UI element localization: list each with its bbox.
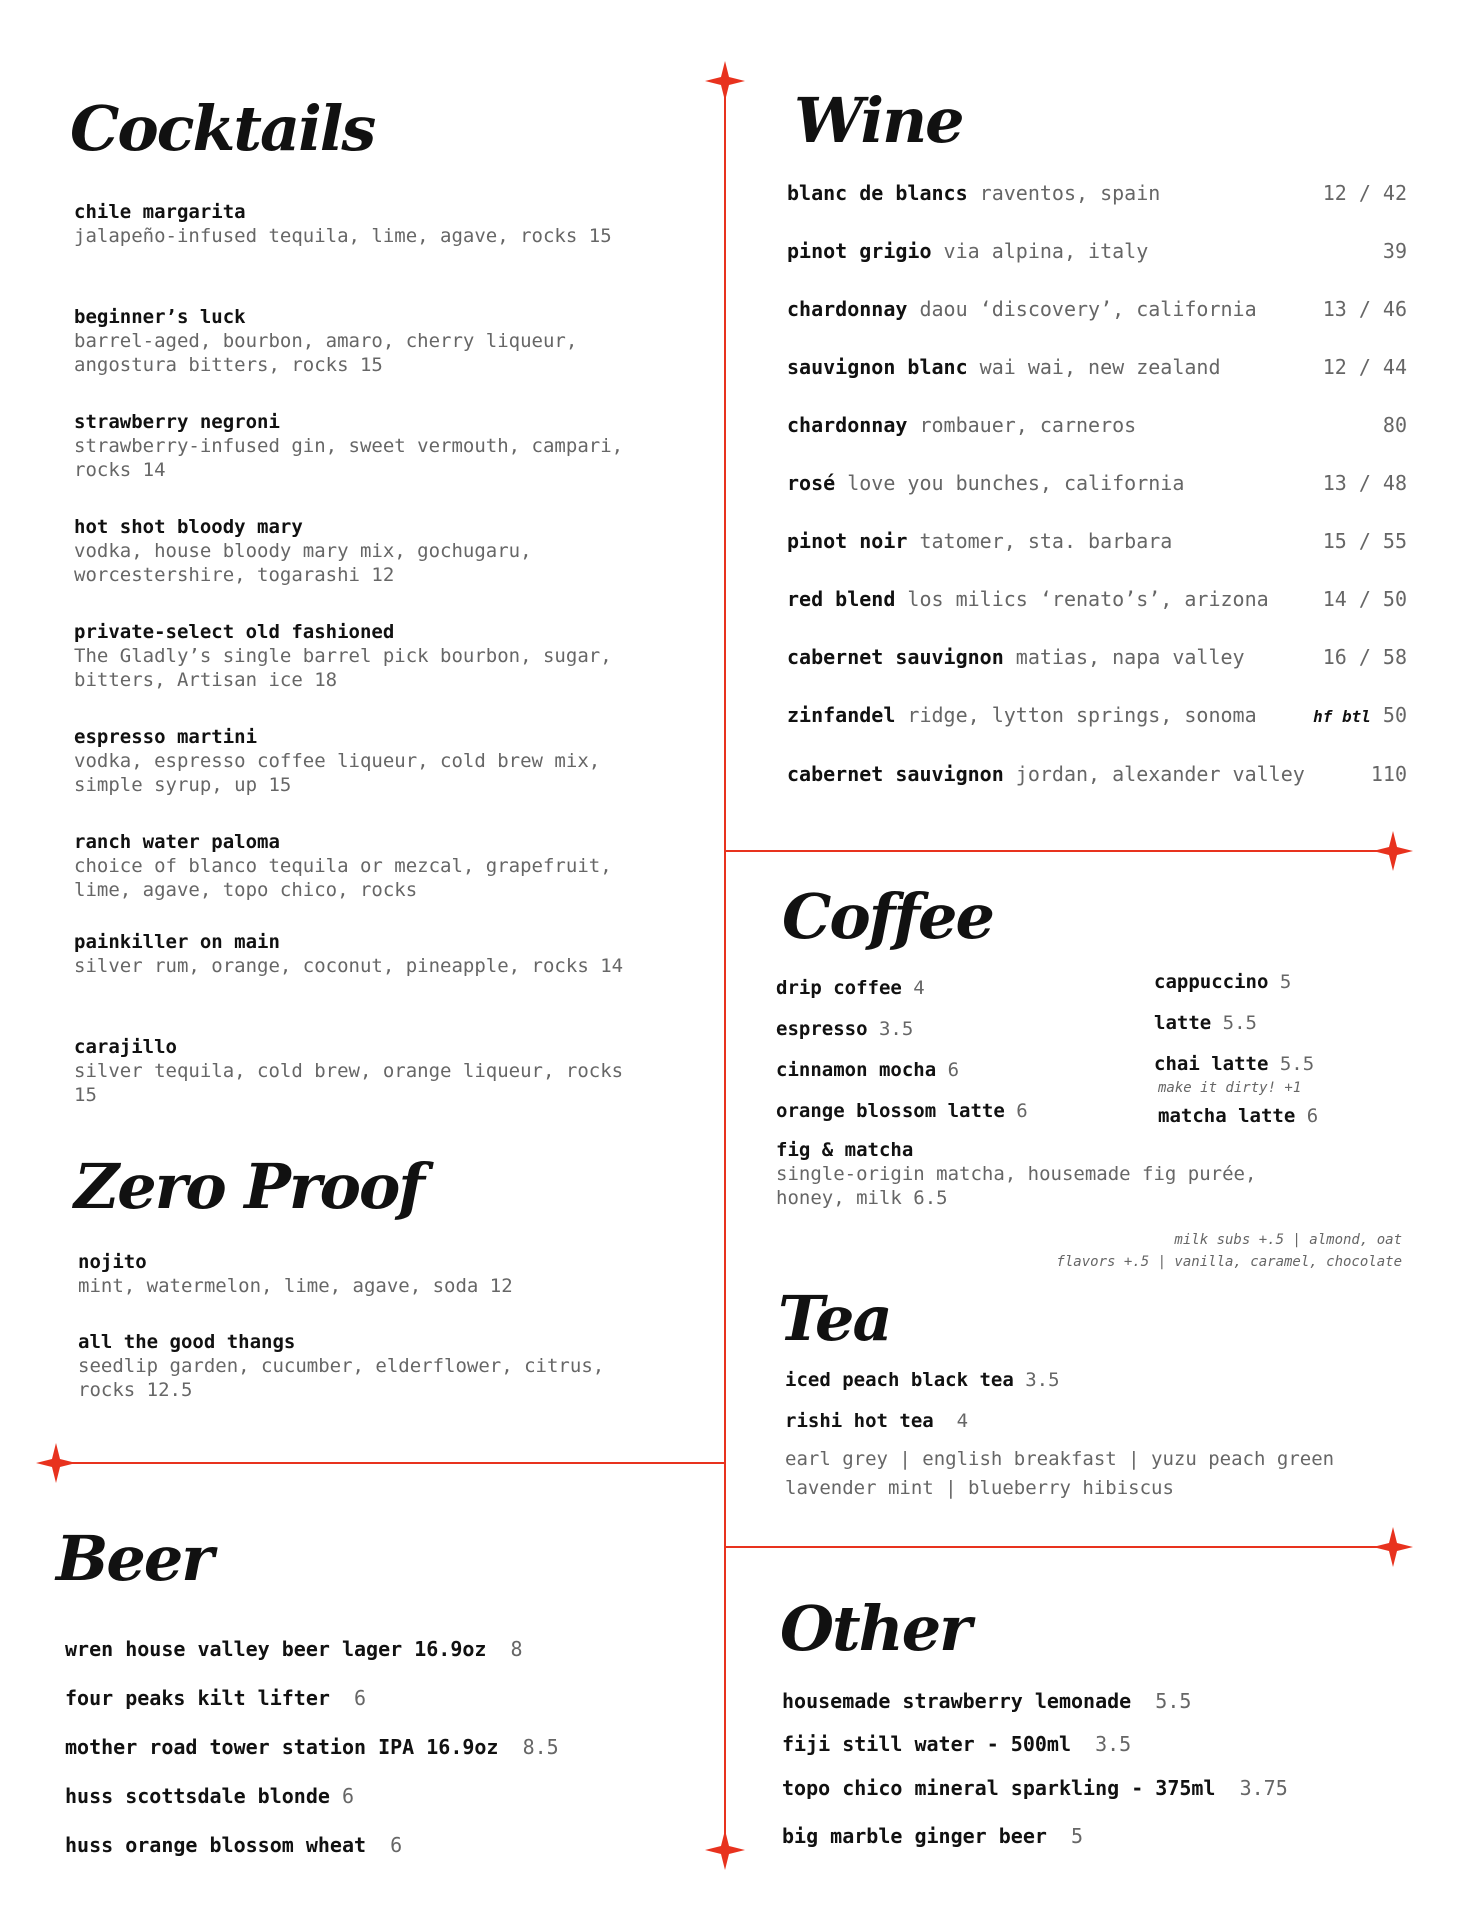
item-price: 6 <box>390 1833 403 1857</box>
item-price: 4 <box>956 1410 969 1432</box>
milk-subs-note: milk subs +.5 | almond, oat <box>1174 1232 1402 1248</box>
item-price: 5 <box>1071 1824 1084 1848</box>
section-title-beer: Beer <box>56 1522 212 1595</box>
item-name: pinot noir <box>787 529 908 553</box>
item-price: 39 <box>1382 239 1407 263</box>
item-price: 3.75 <box>1239 1776 1288 1800</box>
beer-item <box>65 1734 559 1760</box>
coffee-item <box>1154 970 1291 994</box>
tea-flavors-line: earl grey | english breakfast | yuzu peach green <box>785 1448 1335 1470</box>
item-description: barrel-aged, bourbon, amaro, cherry liqueur, angostura bitters, rocks 15 <box>74 330 578 376</box>
item-price: 110 <box>1370 762 1407 786</box>
item-name: private-select old fashioned <box>74 621 395 643</box>
item-description: choice of blanco tequila or mezcal, grapefruit, lime, agave, topo chico, rocks <box>74 855 612 901</box>
item-name: fiji still water - 500ml <box>782 1732 1071 1756</box>
item-name: huss orange blossom wheat <box>65 1833 367 1857</box>
section-title-wine: Wine <box>794 84 963 157</box>
section-title-zero-proof: Zero Proof <box>74 1150 423 1223</box>
star-icon <box>1373 1527 1413 1567</box>
star-icon <box>705 1830 745 1870</box>
item-price: 14 / 50 <box>1322 587 1407 611</box>
item-price: 16 / 58 <box>1322 645 1407 669</box>
item-name: cinnamon mocha <box>776 1059 937 1081</box>
item-name: chardonnay <box>787 413 908 437</box>
item-price: 13 / 48 <box>1322 471 1407 495</box>
item-name: hot shot bloody mary <box>74 516 303 538</box>
item-name: all the good thangs <box>78 1331 296 1353</box>
item-name: zinfandel <box>787 703 896 727</box>
beer-item <box>65 1832 402 1858</box>
other-item <box>782 1731 1131 1757</box>
wine-item <box>787 354 1407 380</box>
item-price: 5.5 <box>1222 1012 1257 1034</box>
item-description: vodka, house bloody mary mix, gochugaru, worcestershire, togarashi 12 <box>74 540 532 586</box>
item-price: 80 <box>1382 413 1407 437</box>
wine-item <box>787 470 1407 496</box>
zero-proof-item <box>78 1330 638 1402</box>
item-price: 3.5 <box>1025 1369 1060 1391</box>
item-price: 6 <box>947 1059 960 1081</box>
item-name: nojito <box>78 1251 147 1273</box>
item-description: vodka, espresso coffee liqueur, cold brew mix, simple syrup, up 15 <box>74 750 601 796</box>
coffee-item <box>776 1138 1336 1210</box>
item-name: pinot grigio <box>787 239 932 263</box>
item-description: mint, watermelon, lime, agave, soda 12 <box>78 1275 513 1297</box>
other-item <box>782 1775 1288 1801</box>
cocktail-item <box>74 200 634 248</box>
item-price <box>1313 702 1407 730</box>
item-name: rishi hot tea <box>785 1410 934 1432</box>
item-name: cabernet sauvignon <box>787 762 1004 786</box>
item-name: chai latte <box>1154 1053 1269 1075</box>
item-price: 5 <box>1279 971 1292 993</box>
item-price: 4 <box>913 977 925 999</box>
item-price: 13 / 46 <box>1322 297 1407 321</box>
item-description: raventos, spain <box>979 181 1161 205</box>
beer-item <box>65 1783 354 1809</box>
wine-item <box>787 238 1407 264</box>
coffee-item <box>1154 1052 1314 1076</box>
item-name: four peaks kilt lifter <box>65 1686 330 1710</box>
wine-item <box>787 180 1407 206</box>
cocktail-item <box>74 1035 654 1107</box>
item-description: silver tequila, cold brew, orange liqueur, rocks 15 <box>74 1060 624 1106</box>
item-name: painkiller on main <box>74 931 280 953</box>
half-bottle-note: hf btl <box>1313 707 1371 726</box>
other-item <box>782 1823 1083 1849</box>
item-name: carajillo <box>74 1036 177 1058</box>
chai-dirty-note: make it dirty! +1 <box>1158 1080 1302 1096</box>
center-divider <box>724 80 726 1850</box>
item-name: fig & matcha <box>776 1139 914 1161</box>
coffee-item <box>1158 1104 1318 1128</box>
cocktail-item <box>74 620 644 692</box>
item-description: via alpina, italy <box>943 239 1149 263</box>
divider-zero-beer <box>55 1462 724 1464</box>
wine-item <box>787 412 1407 438</box>
flavors-note: flavors +.5 | vanilla, caramel, chocolate <box>1056 1254 1402 1270</box>
beer-item <box>65 1636 523 1662</box>
item-name: mother road tower station IPA 16.9oz <box>65 1735 499 1759</box>
coffee-item <box>1154 1011 1257 1035</box>
tea-flavors <box>785 1445 1334 1503</box>
item-name: latte <box>1154 1012 1212 1034</box>
item-name: strawberry negroni <box>74 411 280 433</box>
item-description: los milics ‘renato’s’, arizona <box>907 587 1269 611</box>
item-description: single-origin matcha, housemade fig purée, honey, milk 6.5 <box>776 1163 1257 1209</box>
section-title-tea: Tea <box>778 1282 891 1355</box>
item-price: 6 <box>354 1686 367 1710</box>
coffee-item <box>776 1058 959 1082</box>
divider-tea-other <box>726 1546 1392 1548</box>
item-name: chardonnay <box>787 297 908 321</box>
item-name: espresso martini <box>74 726 258 748</box>
section-title-coffee: Coffee <box>782 880 993 953</box>
item-name: iced peach black tea <box>785 1369 1014 1391</box>
item-description: ridge, lytton springs, sonoma <box>907 703 1257 727</box>
wine-item <box>787 296 1407 322</box>
star-icon <box>1373 831 1413 871</box>
tea-flavors-line: lavender mint | blueberry hibiscus <box>785 1477 1174 1499</box>
wine-item <box>787 644 1407 670</box>
cocktail-item <box>74 830 654 902</box>
item-description: strawberry-infused gin, sweet vermouth, campari, rocks 14 <box>74 435 624 481</box>
item-name: red blend <box>787 587 896 611</box>
item-price: 8 <box>510 1637 523 1661</box>
beer-item <box>65 1685 366 1711</box>
coffee-item <box>776 976 925 1000</box>
item-description: love you bunches, california <box>847 471 1185 495</box>
item-name: wren house valley beer lager 16.9oz <box>65 1637 487 1661</box>
other-item <box>782 1688 1191 1714</box>
item-name: blanc de blancs <box>787 181 968 205</box>
item-name: housemade strawberry lemonade <box>782 1689 1132 1713</box>
item-name: matcha latte <box>1158 1105 1296 1127</box>
coffee-item <box>776 1099 1028 1123</box>
wine-item <box>787 586 1407 612</box>
item-description: jordan, alexander valley <box>1015 762 1305 786</box>
item-price: 12 / 42 <box>1322 181 1407 205</box>
item-description: matias, napa valley <box>1015 645 1245 669</box>
item-name: rosé <box>787 471 836 495</box>
wine-item <box>787 528 1407 554</box>
item-name: espresso <box>776 1018 868 1040</box>
cocktail-item <box>74 930 634 978</box>
item-name: topo chico mineral sparkling - 375ml <box>782 1776 1216 1800</box>
item-description: jalapeño-infused tequila, lime, agave, rocks 15 <box>74 225 612 247</box>
item-price: 6 <box>1306 1105 1319 1127</box>
wine-item <box>787 761 1407 787</box>
section-title-cocktails: Cocktails <box>70 92 375 165</box>
cocktail-item <box>74 305 594 377</box>
item-name: chile margarita <box>74 201 246 223</box>
item-description: silver rum, orange, coconut, pineapple, rocks 14 <box>74 955 624 977</box>
cocktail-item <box>74 725 634 797</box>
item-price: 3.5 <box>878 1018 914 1040</box>
item-price: 15 / 55 <box>1322 529 1407 553</box>
item-name: sauvignon blanc <box>787 355 968 379</box>
item-price: 6 <box>1016 1100 1028 1122</box>
item-price: 5.5 <box>1279 1053 1315 1075</box>
item-name: ranch water paloma <box>74 831 280 853</box>
item-price: 3.5 <box>1095 1732 1132 1756</box>
divider-wine-coffee <box>726 850 1392 852</box>
item-name: cappuccino <box>1154 971 1269 993</box>
tea-item <box>785 1409 968 1433</box>
item-price: 8.5 <box>522 1735 559 1759</box>
coffee-item <box>776 1017 913 1041</box>
item-price: 5.5 <box>1155 1689 1192 1713</box>
tea-item <box>785 1368 1060 1392</box>
item-price: 12 / 44 <box>1322 355 1407 379</box>
section-title-other: Other <box>780 1592 970 1665</box>
star-icon <box>36 1443 76 1483</box>
item-description: wai wai, new zealand <box>979 355 1221 379</box>
item-description: seedlip garden, cucumber, elderflower, citrus, rocks 12.5 <box>78 1355 605 1401</box>
item-description: tatomer, sta. barbara <box>919 529 1173 553</box>
item-name: beginner’s luck <box>74 306 246 328</box>
cocktail-item <box>74 410 634 482</box>
item-name: cabernet sauvignon <box>787 645 1004 669</box>
item-description: daou ‘discovery’, california <box>919 297 1257 321</box>
price-value: 50 <box>1382 703 1407 727</box>
item-description: The Gladly’s single barrel pick bourbon, sugar, bitters, Artisan ice 18 <box>74 645 612 691</box>
item-name: huss scottsdale blonde <box>65 1784 330 1808</box>
item-name: drip coffee <box>776 977 902 999</box>
item-price: 6 <box>341 1784 354 1808</box>
item-name: orange blossom latte <box>776 1100 1005 1122</box>
wine-item <box>787 702 1407 728</box>
zero-proof-item <box>78 1250 638 1298</box>
star-icon <box>705 61 745 101</box>
item-name: big marble ginger beer <box>782 1824 1047 1848</box>
item-description: rombauer, carneros <box>919 413 1137 437</box>
cocktail-item <box>74 515 634 587</box>
